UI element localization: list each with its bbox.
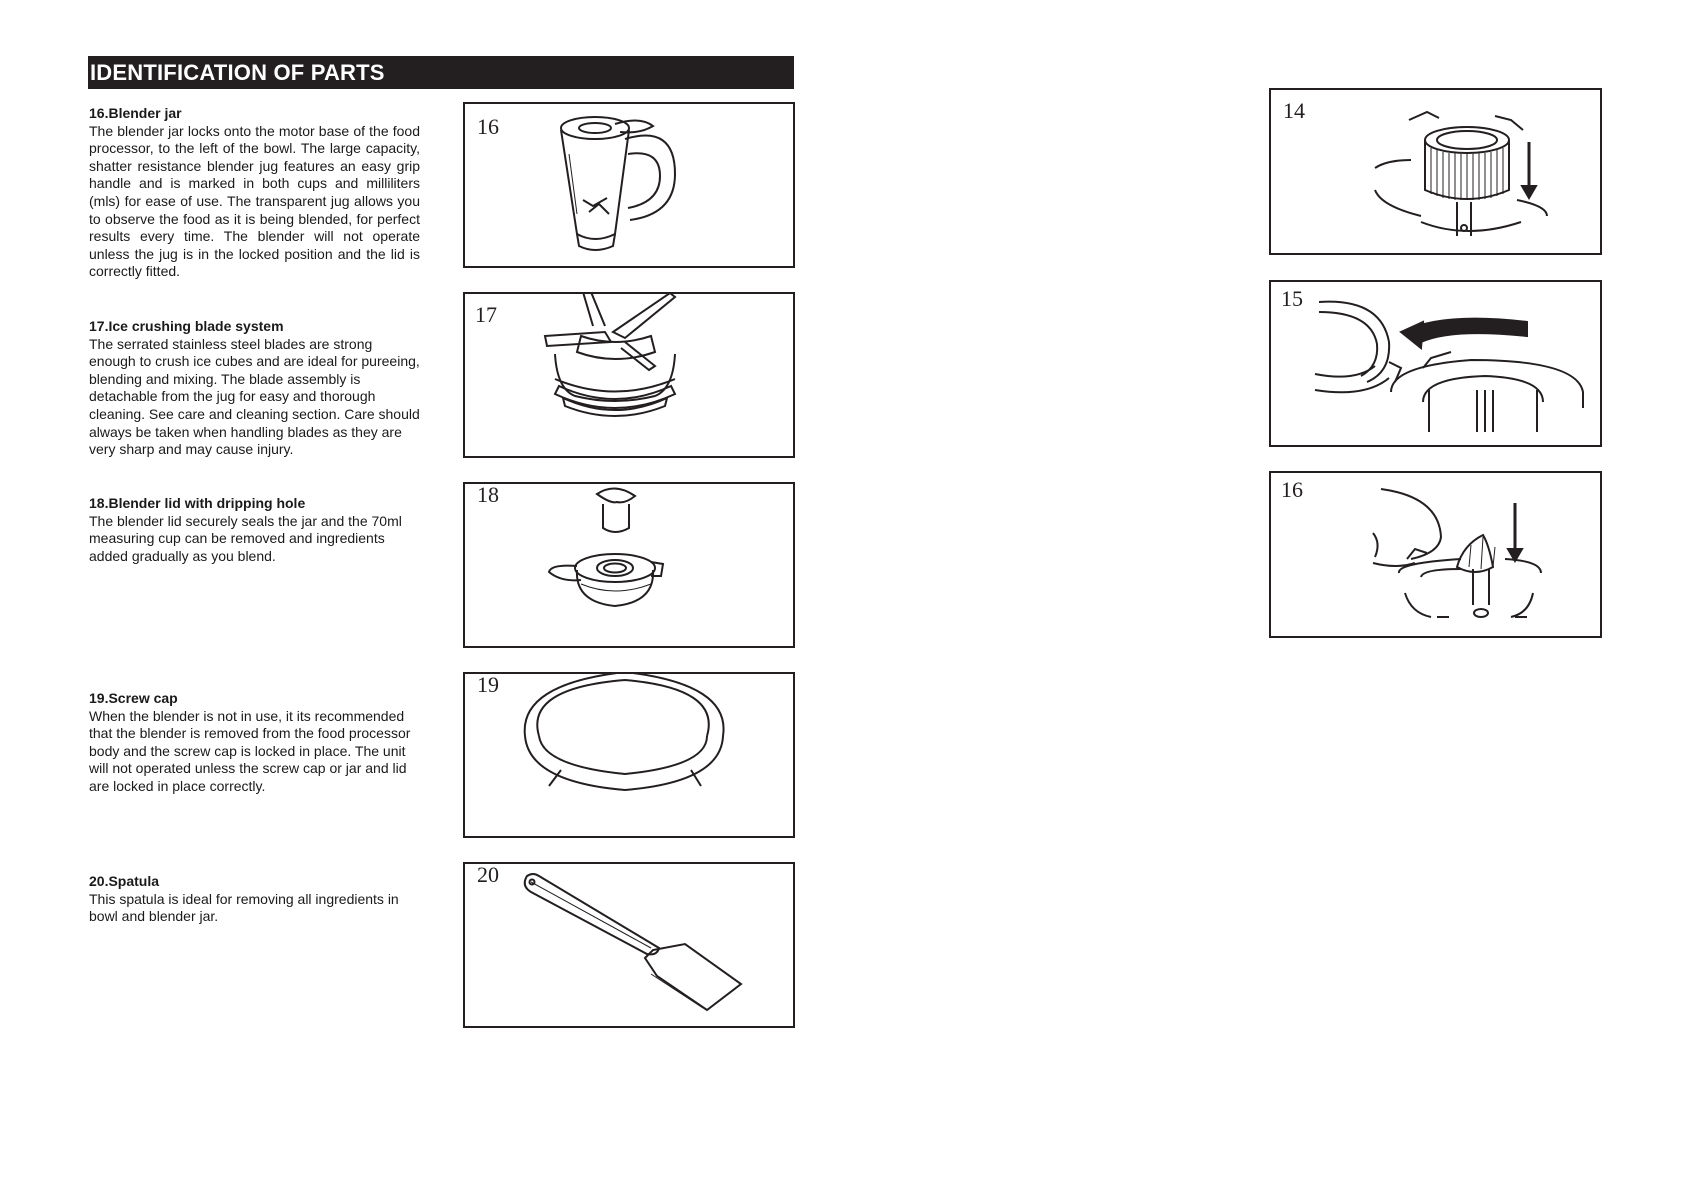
part-text: The blender jar locks onto the motor base of the food processor, to the left of the bowl. The large capacity, shatter resistance blender jug features an easy grip handle and is marked in both cups and milliliters (mls) for ease of use. The transparent jug allows you to observe the food as it is being blended, for perfect results every time. The blender will not operate unless the jug is in the locked position and the lid is correctly fitted. (89, 122, 420, 280)
part-title: 18.Blender lid with dripping hole (89, 495, 306, 511)
part-16-description (89, 105, 420, 281)
part-title: 20.Spatula (89, 873, 160, 889)
part-20-description (89, 873, 420, 926)
figure-15-rotate-lock (1269, 280, 1602, 447)
part-title: 19.Screw cap (89, 690, 178, 706)
part-text: When the blender is not in use, it its recommended that the blender is removed from the food processor body and the screw cap is locked in place. The unit will not operated unless the screw cap or jar and lid are locked in place correctly. (89, 707, 411, 794)
rotate-lock-icon (1271, 282, 1600, 445)
part-19-description (89, 690, 420, 796)
blade-assembly-icon (465, 294, 793, 456)
section-title: IDENTIFICATION OF PARTS (90, 60, 385, 85)
figure-19-screw-cap (463, 672, 795, 838)
spatula-icon (465, 864, 793, 1026)
figure-number: 17 (475, 302, 497, 327)
part-title: 17.Ice crushing blade system (89, 318, 284, 334)
filter-basket-icon (1271, 90, 1600, 253)
part-text: This spatula is ideal for removing all ingredients in bowl and blender jar. (89, 890, 399, 925)
figure-number: 20 (477, 862, 499, 887)
section-header (88, 56, 794, 89)
part-18-description (89, 495, 420, 565)
figure-20-spatula (463, 862, 795, 1028)
screw-cap-icon (465, 674, 793, 836)
figure-16-citrus-cone (1269, 471, 1602, 638)
figure-17-blade-system (463, 292, 795, 458)
figure-14-filter-basket (1269, 88, 1602, 255)
figure-number: 16 (1281, 477, 1303, 502)
citrus-cone-icon (1271, 473, 1600, 636)
part-17-description (89, 318, 420, 459)
part-text: The serrated stainless steel blades are strong enough to crush ice cubes and are ideal for pureeing, blending and mixing. The blade assembly is detachable from the jug for easy and thorough cleaning. See care and cleaning section. Care should always be taken when handling blades as they are very sharp and may cause injury. (89, 335, 420, 458)
blender-jar-icon (465, 104, 793, 266)
figure-number: 16 (477, 114, 499, 139)
figure-number: 19 (477, 672, 499, 697)
part-title: 16.Blender jar (89, 105, 182, 121)
part-text: The blender lid securely seals the jar and the 70ml measuring cup can be removed and ingredients added gradually as you blend. (89, 512, 402, 564)
blender-lid-icon (465, 484, 793, 646)
figure-number: 14 (1283, 98, 1305, 123)
figure-18-blender-lid (463, 482, 795, 648)
figure-number: 15 (1281, 286, 1303, 311)
figure-16-blender-jar (463, 102, 795, 268)
figure-number: 18 (477, 482, 499, 507)
